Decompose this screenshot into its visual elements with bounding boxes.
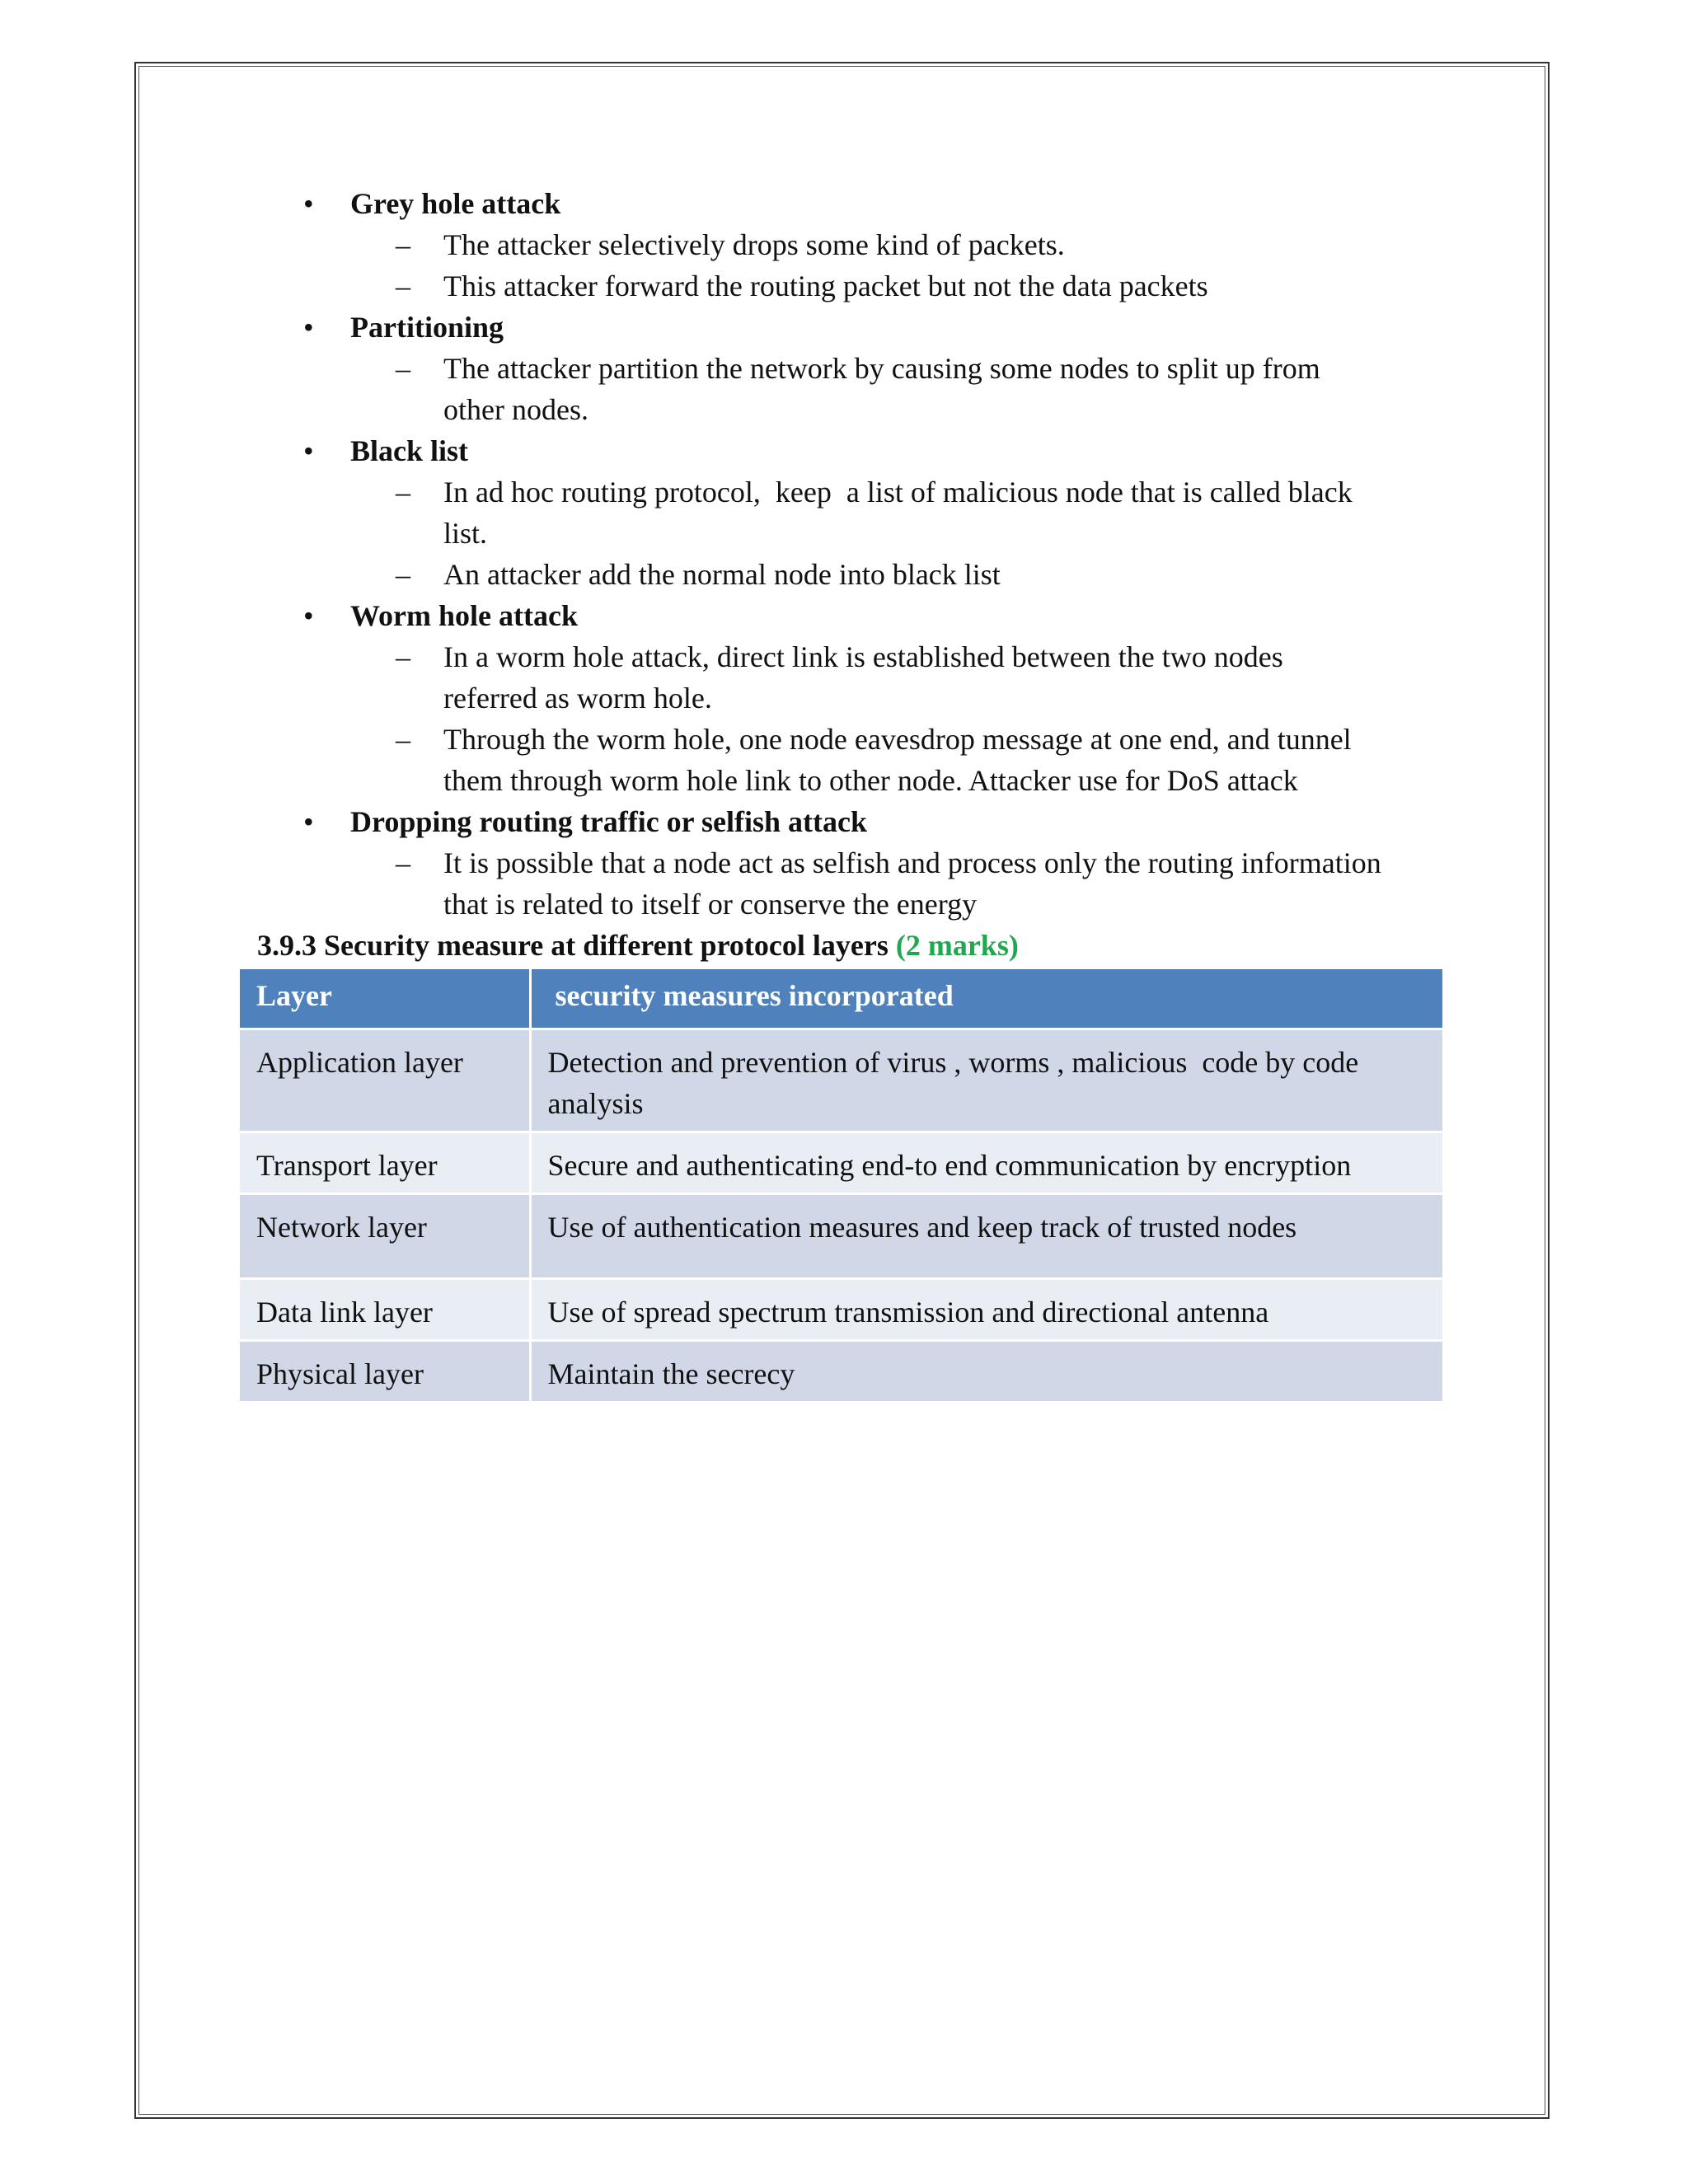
sub-item-text-continued: other nodes. xyxy=(443,393,588,426)
table-row xyxy=(240,1340,1443,1402)
table-row xyxy=(240,1029,1443,1132)
table-row xyxy=(240,1132,1443,1193)
security-measures-table xyxy=(240,969,1445,1404)
bullet-marker: • xyxy=(303,599,314,632)
sub-item-text: The attacker selectively drops some kind of packets. xyxy=(443,228,1065,261)
sub-item-text: In a worm hole attack, direct link is established between the two nodes xyxy=(443,640,1283,673)
bullet-marker: • xyxy=(303,311,314,344)
dash-marker: – xyxy=(396,558,410,591)
sub-item-text: It is possible that a node act as selfish and process only the routing information xyxy=(443,846,1381,879)
dash-marker: – xyxy=(396,228,410,261)
bullet-title-worm-hole: Worm hole attack xyxy=(350,599,578,632)
cell-layer: Transport layer xyxy=(240,1132,530,1193)
dash-marker: – xyxy=(396,846,410,879)
table-header-row xyxy=(240,969,1443,1029)
section-heading-text: 3.9.3 Security measure at different protocol layers xyxy=(257,929,896,962)
sub-item-text-continued: that is related to itself or conserve the energy xyxy=(443,888,978,921)
cell-layer: Application layer xyxy=(240,1029,530,1132)
cell-layer: Physical layer xyxy=(240,1340,530,1402)
table-row xyxy=(240,1193,1443,1278)
cell-measure: Use of authentication measures and keep track of trusted nodes xyxy=(530,1193,1443,1278)
marks-label: (2 marks) xyxy=(895,929,1019,962)
table-row xyxy=(240,1278,1443,1340)
sub-item-text-continued: referred as worm hole. xyxy=(443,682,712,715)
section-heading xyxy=(257,925,1019,966)
sub-item-text: Through the worm hole, one node eavesdrop message at one end, and tunnel xyxy=(443,723,1352,756)
dash-marker: – xyxy=(396,640,410,673)
bullet-title-partitioning: Partitioning xyxy=(350,311,504,344)
cell-layer: Network layer xyxy=(240,1193,530,1278)
sub-item-text: This attacker forward the routing packet but not the data packets xyxy=(443,269,1208,302)
cell-layer: Data link layer xyxy=(240,1278,530,1340)
sub-item-text: The attacker partition the network by causing some nodes to split up from xyxy=(443,352,1320,385)
sub-item-text: In ad hoc routing protocol, keep a list of malicious node that is called black xyxy=(443,476,1353,509)
sub-item-text-continued: list. xyxy=(443,517,488,550)
sub-item-text: An attacker add the normal node into black list xyxy=(443,558,1001,591)
dash-marker: – xyxy=(396,269,410,302)
bullet-marker: • xyxy=(303,805,314,838)
bullet-marker: • xyxy=(303,434,314,467)
dash-marker: – xyxy=(396,723,410,756)
header-security-measures: security measures incorporated xyxy=(530,969,1443,1029)
bullet-title-grey-hole: Grey hole attack xyxy=(350,187,561,220)
cell-measure: Secure and authenticating end-to end communication by encryption xyxy=(530,1132,1443,1193)
cell-measure: Use of spread spectrum transmission and directional antenna xyxy=(530,1278,1443,1340)
cell-measure: Detection and prevention of virus , worms , malicious code by code analysis xyxy=(530,1029,1443,1132)
cell-measure: Maintain the secrecy xyxy=(530,1340,1443,1402)
header-layer: Layer xyxy=(240,969,530,1029)
bullet-title-selfish-attack: Dropping routing traffic or selfish attack xyxy=(350,805,867,838)
bullet-title-black-list: Black list xyxy=(350,434,469,467)
bullet-marker: • xyxy=(303,187,314,220)
sub-item-text-continued: them through worm hole link to other node. Attacker use for DoS attack xyxy=(443,764,1298,797)
dash-marker: – xyxy=(396,476,410,509)
dash-marker: – xyxy=(396,352,410,385)
